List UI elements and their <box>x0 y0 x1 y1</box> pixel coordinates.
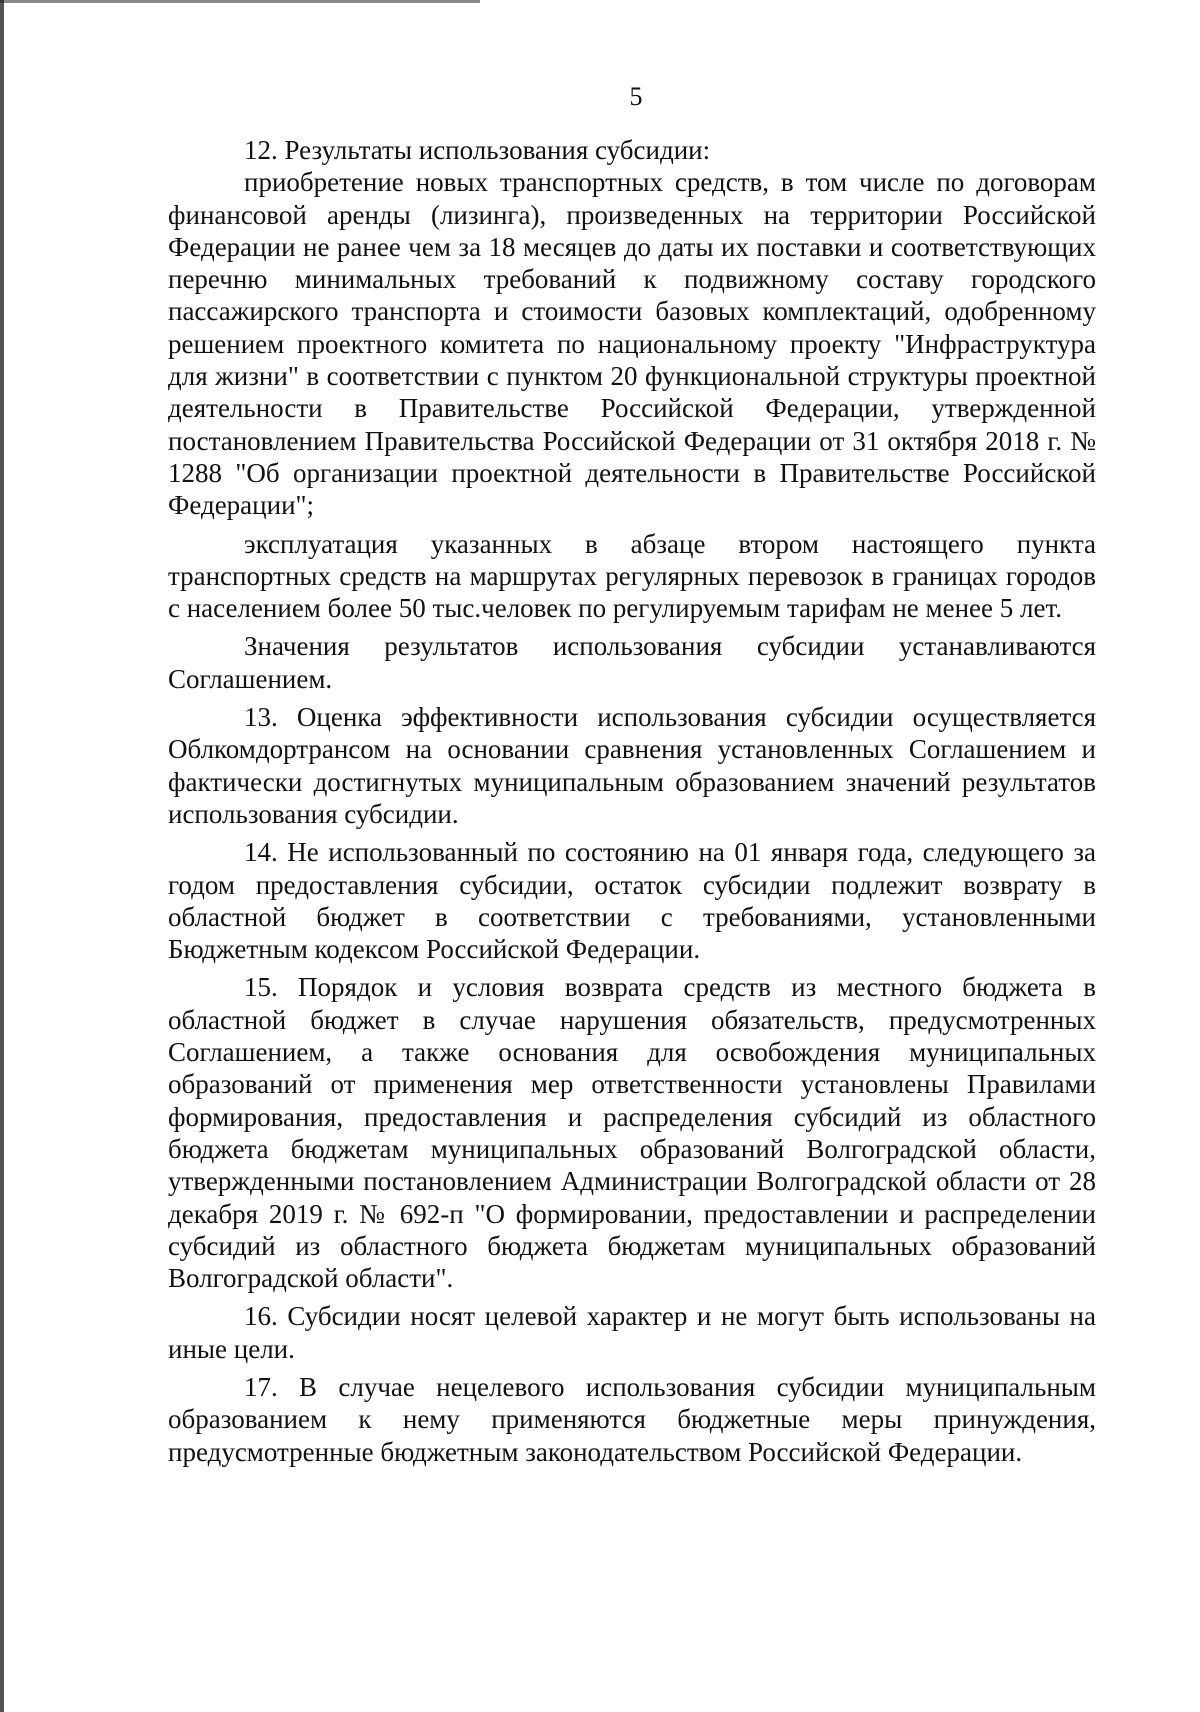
paragraph-17: 17. В случае нецелевого использования субсидии муниципальным образованием к нему применяются бюджетные меры принуждения, предусмотренные бюджетным законодательством Российской Федерации. <box>168 1371 1096 1467</box>
paragraph-12-heading: 12. Результаты использования субсидии: <box>244 135 711 165</box>
paragraph-13: 13. Оценка эффективности использования субсидии осуществляется Облкомдортрансом на основании сравнения установленных Соглашением и фактически достигнутых муниципальным образованием значений результатов использования субсидии. <box>168 702 1096 829</box>
scan-edge-left <box>0 0 4 1712</box>
page-number: 5 <box>629 82 643 111</box>
document-body <box>168 134 1096 1468</box>
paragraph-12-values: Значения результатов использования субсидии устанавливаются Соглашением. <box>168 631 1096 694</box>
paragraph-15: 15. Порядок и условия возврата средств из местного бюджета в областной бюджет в случае нарушения обязательств, предусмотренных Соглашением, а также основания для освобождения муниципальных образований от применения мер ответственности установлены Правилами формирования, предоставления и распределения субсидий из областного бюджета бюджетам муниципальных образований Волгоградской области, утвержденными постановлением Администрации Волгоградской области от 28 декабря 2019 г. № 692-п "О формировании, предоставлении и распределении субсидий из областного бюджета бюджетам муниципальных образований Волгоградской области". <box>168 972 1096 1294</box>
paragraph-16: 16. Субсидии носят целевой характер и не могут быть использованы на иные цели. <box>168 1301 1096 1364</box>
paragraph-12-item-acquisition: приобретение новых транспортных средств, в том числе по договорам финансовой аренды (лизинга), произведенных на территории Российской Федерации не ранее чем за 18 месяцев до даты их поставки и соответствующих перечню минимальных требований к подвижному составу городского пассажирского транспорта и стоимости базовых комплектаций, одобренному решением проектного комитета по национальному проекту "Инфраструктура для жизни" в соответствии с пунктом 20 функциональной структуры проектной деятельности в Правительстве Российской Федерации, утвержденной постановлением Правительства Российской Федерации от 31 октября 2018 г. № 1288 "Об организации проектной деятельности в Правительстве Российской Федерации"; <box>168 167 1096 521</box>
paragraph-14: 14. Не использованный по состоянию на 01 января года, следующего за годом предоставления субсидии, остаток субсидии подлежит возврату в областной бюджет в соответствии с требованиями, установленными Бюджетным кодексом Российской Федерации. <box>168 837 1096 965</box>
paragraph-12-item-operation: эксплуатация указанных в абзаце втором настоящего пункта транспортных средств на маршрутах регулярных перевозок в границах городов с населением более 50 тыс.человек по регулируемым тарифам не менее 5 лет. <box>168 528 1096 624</box>
scan-edge-top <box>0 0 480 3</box>
